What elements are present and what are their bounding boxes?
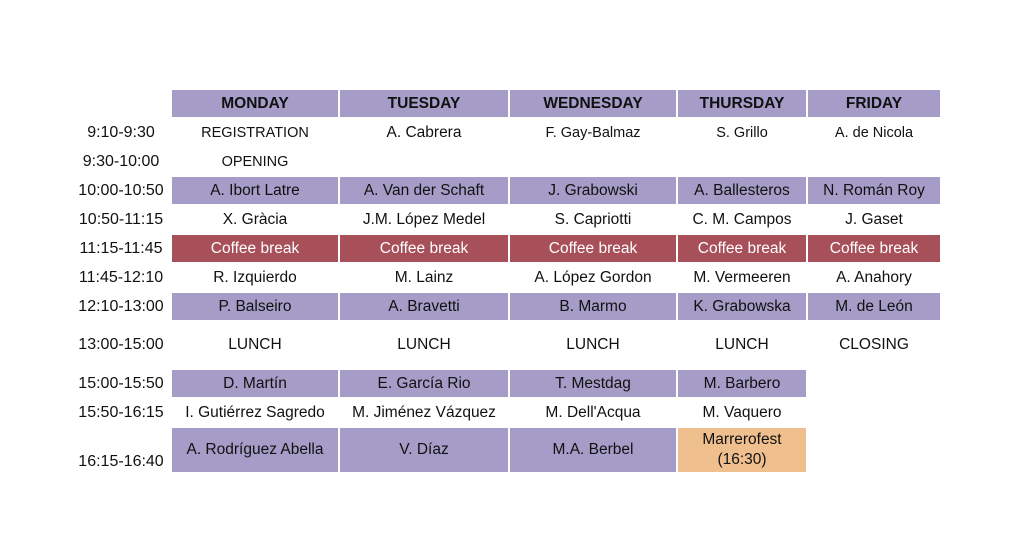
- session-cell: J. Grabowski: [510, 177, 676, 204]
- session-cell: D. Martín: [172, 370, 338, 397]
- coffee-break-cell: Coffee break: [808, 235, 940, 262]
- session-cell: [808, 148, 940, 175]
- time-slot: 16:15-16:40: [78, 453, 164, 470]
- time-slot: 10:00-10:50: [78, 181, 164, 199]
- schedule-table: [70, 88, 942, 474]
- session-cell: A. Cabrera: [386, 123, 462, 141]
- header-row: [72, 90, 940, 117]
- day-header-monday: MONDAY: [172, 90, 338, 117]
- coffee-break-cell: Coffee break: [510, 235, 676, 262]
- session-cell: C. M. Campos: [692, 210, 792, 228]
- session-cell: A. Van der Schaft: [340, 177, 508, 204]
- session-cell: M. de León: [808, 293, 940, 320]
- time-slot: 12:10-13:00: [78, 297, 164, 315]
- session-cell: I. Gutiérrez Sagredo: [185, 403, 325, 421]
- session-cell: A. Ibort Latre: [172, 177, 338, 204]
- day-header-thursday: THURSDAY: [678, 90, 806, 117]
- session-cell: J.M. López Medel: [362, 210, 486, 228]
- event-name: Marrerofest: [702, 431, 782, 448]
- day-header-tuesday: TUESDAY: [340, 90, 508, 117]
- coffee-break-cell: Coffee break: [678, 235, 806, 262]
- schedule-row: [72, 322, 940, 368]
- coffee-break-cell: Coffee break: [172, 235, 338, 262]
- schedule-row: [72, 264, 940, 291]
- session-cell: OPENING: [221, 153, 289, 170]
- session-cell: [808, 370, 940, 397]
- schedule-row: [72, 293, 940, 320]
- schedule-row: [72, 119, 940, 146]
- session-cell: R. Izquierdo: [213, 268, 297, 286]
- session-cell: M. Vaquero: [702, 403, 782, 421]
- time-slot: 11:15-11:45: [79, 239, 163, 257]
- session-cell: A. Bravetti: [340, 293, 508, 320]
- schedule-row: [72, 428, 940, 472]
- session-cell: M. Vermeeren: [693, 268, 791, 286]
- schedule-row: [72, 206, 940, 233]
- schedule-row: [72, 370, 940, 397]
- session-cell: A. Anahory: [836, 268, 912, 286]
- time-slot: 9:30-10:00: [82, 152, 160, 170]
- session-cell: REGISTRATION: [201, 124, 309, 141]
- schedule-row: [72, 399, 940, 426]
- session-cell: J. Gaset: [845, 210, 903, 228]
- session-cell: A. Ballesteros: [678, 177, 806, 204]
- marrerofest-cell: [678, 428, 806, 472]
- time-slot: 13:00-15:00: [78, 336, 164, 353]
- time-slot: 15:00-15:50: [78, 374, 164, 392]
- session-cell: P. Balseiro: [172, 293, 338, 320]
- session-cell: M. Dell'Acqua: [545, 403, 641, 421]
- lunch-cell: LUNCH: [715, 336, 769, 353]
- time-slot: 9:10-9:30: [87, 123, 155, 141]
- session-cell: M. Jiménez Vázquez: [352, 403, 496, 421]
- schedule-row: [72, 148, 940, 175]
- time-slot: 11:45-12:10: [78, 268, 164, 286]
- session-cell: S. Grillo: [716, 124, 768, 141]
- session-cell: V. Díaz: [340, 428, 508, 472]
- time-slot: 10:50-11:15: [78, 210, 164, 228]
- lunch-cell: LUNCH: [566, 336, 620, 353]
- session-cell: A. López Gordon: [534, 268, 652, 286]
- session-cell: [510, 148, 676, 175]
- session-cell: A. de Nicola: [834, 124, 914, 141]
- session-cell: [808, 399, 940, 426]
- session-cell: K. Grabowska: [678, 293, 806, 320]
- day-header-wednesday: WEDNESDAY: [510, 90, 676, 117]
- session-cell: T. Mestdag: [510, 370, 676, 397]
- event-time: (16:30): [717, 451, 767, 468]
- session-cell: B. Marmo: [510, 293, 676, 320]
- session-cell: X. Gràcia: [222, 210, 288, 228]
- session-cell: M. Barbero: [678, 370, 806, 397]
- session-cell: A. Rodríguez Abella: [172, 428, 338, 472]
- closing-cell: CLOSING: [839, 336, 909, 353]
- schedule-row: [72, 235, 940, 262]
- lunch-cell: LUNCH: [397, 336, 451, 353]
- lunch-cell: LUNCH: [228, 336, 282, 353]
- schedule-row: [72, 177, 940, 204]
- session-cell: [678, 148, 806, 175]
- session-cell: N. Román Roy: [808, 177, 940, 204]
- day-header-friday: FRIDAY: [808, 90, 940, 117]
- session-cell: [340, 148, 508, 175]
- session-cell: S. Capriotti: [554, 210, 632, 228]
- session-cell: M.A. Berbel: [510, 428, 676, 472]
- session-cell: M. Lainz: [394, 268, 454, 286]
- corner-cell: [72, 90, 170, 117]
- coffee-break-cell: Coffee break: [340, 235, 508, 262]
- session-cell: E. García Rio: [340, 370, 508, 397]
- session-cell: F. Gay-Balmaz: [545, 124, 641, 141]
- session-cell: [808, 428, 940, 472]
- time-slot: 15:50-16:15: [78, 403, 164, 421]
